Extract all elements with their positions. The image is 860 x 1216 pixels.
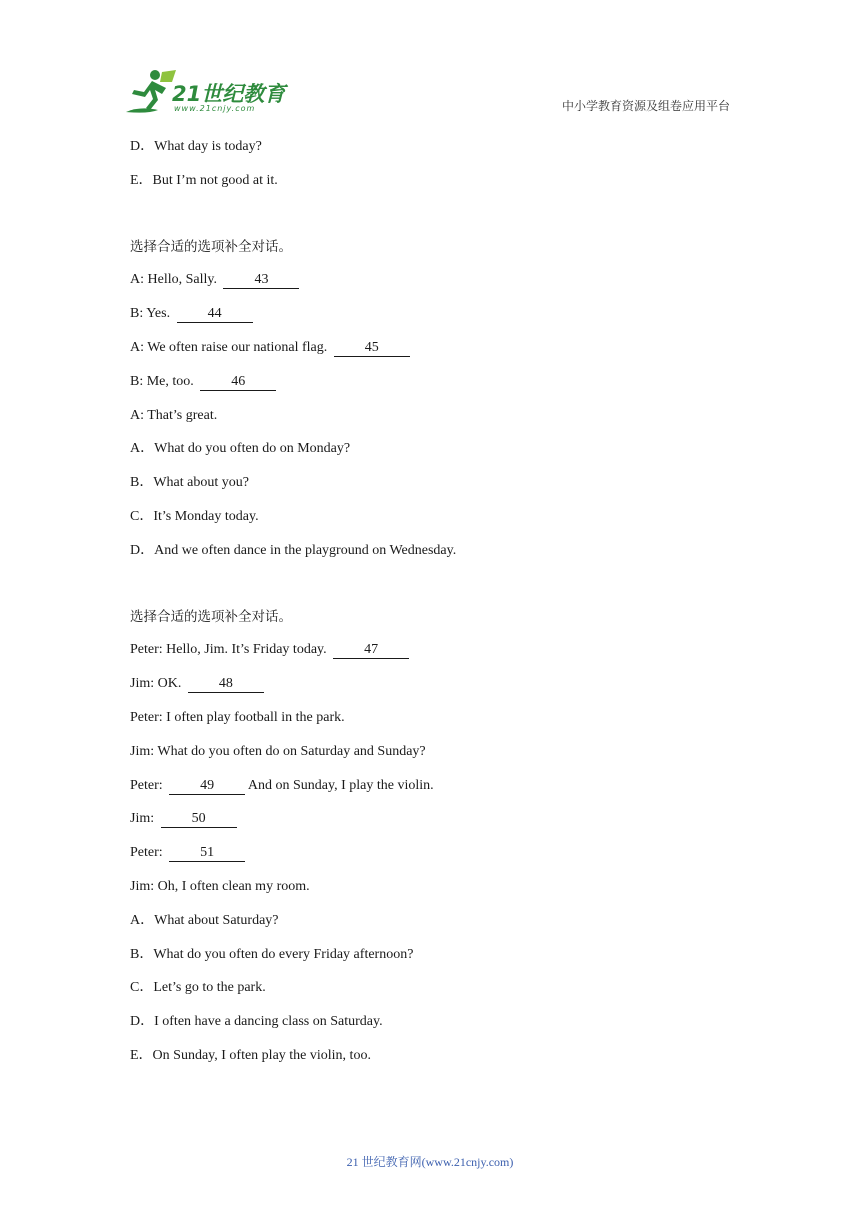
dialogue-text: A: We often raise our national flag. bbox=[130, 339, 328, 355]
answer-blank: 43 bbox=[223, 271, 299, 289]
option-line: D．And we often dance in the playground on Wednesday. bbox=[130, 542, 457, 558]
dialogue-line bbox=[130, 775, 750, 809]
dialogue-text: Jim: Oh, I often clean my room. bbox=[130, 878, 310, 894]
logo bbox=[122, 68, 292, 116]
answer-blank: 48 bbox=[188, 675, 264, 693]
dialogue-text: A: That’s great. bbox=[130, 407, 218, 423]
dialogue-line bbox=[130, 808, 750, 842]
dialogue-line bbox=[130, 673, 750, 707]
logo-text: 21世纪教育 bbox=[172, 82, 286, 106]
dialogue-text: Jim: What do you often do on Saturday and Sunday? bbox=[130, 743, 426, 759]
dialogue-line bbox=[130, 876, 750, 910]
dialogue-line bbox=[130, 741, 750, 775]
option-line: E．On Sunday, I often play the violin, too. bbox=[130, 1047, 371, 1063]
option-line: C．It’s Monday today. bbox=[130, 508, 259, 524]
option-line: D．I often have a dancing class on Saturday. bbox=[130, 1014, 383, 1030]
dialogue-line bbox=[130, 337, 750, 371]
dialogue-text: B: Yes. bbox=[130, 306, 171, 322]
answer-blank: 49 bbox=[169, 777, 245, 795]
option-line: C．Let’s go to the park. bbox=[130, 980, 266, 996]
dialogue-line bbox=[130, 842, 750, 876]
page-footer[interactable]: 21 世纪教育网(www.21cnjy.com) bbox=[346, 1155, 514, 1169]
answer-blank: 46 bbox=[200, 373, 276, 391]
section-instruction: 选择合适的选项补全对话。 bbox=[130, 238, 292, 255]
dialogue-text: Peter: bbox=[130, 845, 163, 861]
answer-blank: 45 bbox=[334, 339, 410, 357]
dialogue-text: A: Hello, Sally. bbox=[130, 272, 217, 288]
header-platform-text: 中小学教育资源及组卷应用平台 bbox=[561, 99, 730, 113]
option-line: B．What do you often do every Friday afternoon? bbox=[130, 946, 414, 962]
answer-blank: 47 bbox=[333, 641, 409, 659]
dialogue-line bbox=[130, 405, 750, 439]
option-line: A．What about Saturday? bbox=[130, 912, 279, 928]
option-line: D．What day is today? bbox=[130, 139, 262, 154]
answer-blank: 44 bbox=[177, 305, 253, 323]
dialogue-text: Peter: bbox=[130, 777, 163, 793]
answer-blank: 50 bbox=[161, 810, 237, 828]
option-line: B．What about you? bbox=[130, 475, 249, 491]
dialogue-text-after: And on Sunday, I play the violin. bbox=[247, 777, 434, 793]
dialogue-text: Peter: Hello, Jim. It’s Friday today. bbox=[130, 642, 327, 658]
option-line: A．What do you often do on Monday? bbox=[130, 441, 351, 457]
dialogue-text: Jim: OK. bbox=[130, 676, 182, 692]
document-body bbox=[130, 136, 750, 1079]
dialogue-line bbox=[130, 371, 750, 405]
page-header bbox=[0, 0, 860, 125]
answer-blank: 51 bbox=[169, 844, 245, 862]
dialogue-line bbox=[130, 639, 750, 673]
dialogue-line bbox=[130, 303, 750, 337]
logo-subtext: www.21cnjy.com bbox=[174, 104, 256, 113]
section-instruction: 选择合适的选项补全对话。 bbox=[130, 608, 292, 625]
dialogue-line bbox=[130, 269, 750, 303]
option-line: E．But I’m not good at it. bbox=[130, 172, 278, 188]
dialogue-line bbox=[130, 707, 750, 741]
dialogue-text: Peter: I often play football in the park. bbox=[130, 709, 345, 725]
dialogue-text: Jim: bbox=[130, 811, 155, 827]
dialogue-text: B: Me, too. bbox=[130, 373, 194, 389]
